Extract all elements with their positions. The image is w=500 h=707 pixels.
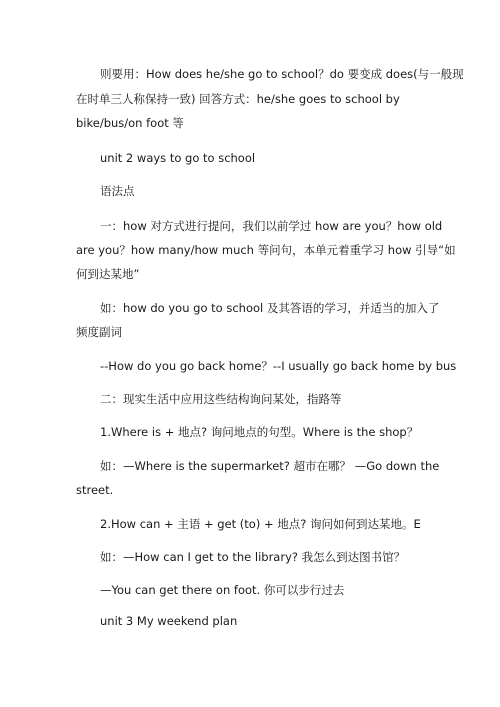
text-line: 频度副词: [76, 325, 122, 339]
text-line: 1.Where is + 地点? 询问地点的句型。Where is the shop？: [100, 425, 419, 439]
text-line: —You can get there on foot. 你可以步行过去: [100, 583, 345, 597]
text-line: 2.How can + 主语 + get (to) + 地点? 询问如何到达某地。E: [100, 517, 421, 531]
unit-heading: unit 3 My weekend plan: [100, 614, 238, 628]
text-line: are you？how many/how much 等问句，本单元着重学习 how 引导“如: [76, 243, 456, 257]
text-line: 何到达某地”: [76, 267, 140, 281]
text-line: 在时单三人称保持一致) 回答方式：he/she goes to school by: [76, 92, 400, 106]
text-line: street.: [76, 483, 114, 497]
text-line: --How do you go back home？--I usually go back home by bus: [100, 359, 457, 373]
text-line: 如：how do you go to school 及其答语的学习，并适当的加入了: [100, 301, 440, 315]
text-line: 如：—How can I get to the library? 我怎么到达图书馆？: [100, 550, 406, 564]
text-line: bike/bus/on foot 等: [76, 116, 184, 130]
text-line: 一：how 对方式进行提问，我们以前学过 how are you？how old: [100, 219, 443, 233]
section-heading: 语法点: [100, 184, 135, 198]
unit-heading: unit 2 ways to go to school: [100, 151, 256, 165]
text-line: 二：现实生活中应用这些结构询问某处，指路等: [100, 392, 342, 406]
text-line: 如：—Where is the supermarket? 超市在哪？ —Go down the: [100, 459, 440, 473]
text-line: 则要用：How does he/she go to school？do 要变成 does(与一般现: [100, 67, 464, 81]
